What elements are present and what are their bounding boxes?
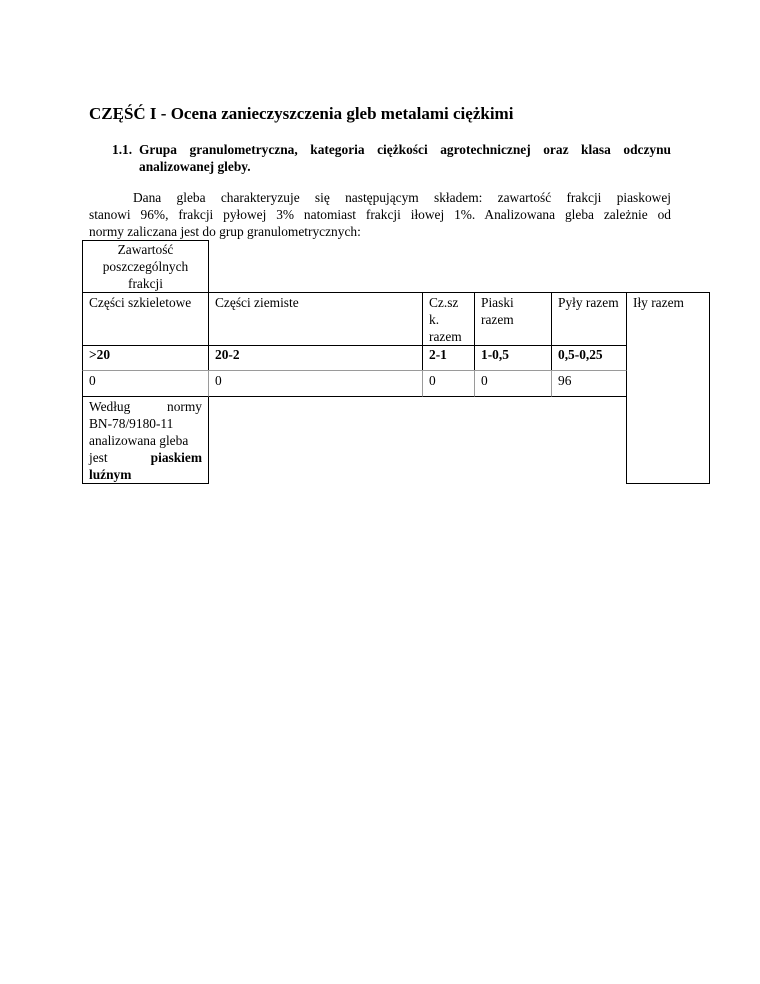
range-cell: 0,5-0,25 — [551, 346, 627, 370]
col-header-sand: Piaski razem — [474, 292, 552, 346]
range-cell: 2-1 — [422, 346, 475, 370]
section-heading-line2: analizowanej gleby. — [139, 159, 251, 174]
conclusion-line1: Według normy — [89, 399, 202, 414]
col-header-silt: Pyły razem — [551, 292, 627, 346]
paragraph-line3: normy zaliczana jest do grup granulometrycznych: — [89, 224, 361, 239]
value-cell: 0 — [422, 370, 475, 397]
page-title: CZĘŚĆ I - Ocena zanieczyszczenia gleb metalami ciężkimi — [89, 104, 514, 123]
header-content-cell: Zawartość poszczególnych frakcji — [82, 240, 209, 292]
value-cell: 96 — [551, 370, 627, 397]
conclusion-cell — [82, 397, 209, 484]
conclusion-line5: luźnym — [89, 467, 132, 482]
conclusion-line3: analizowana gleba — [89, 433, 189, 448]
section-heading-line1: 1.1. Grupa granulometryczna, kategoria ciężkości agrotechnicznej oraz klasa odczynu — [112, 142, 671, 157]
body-paragraph — [89, 189, 671, 240]
range-cell: 20-2 — [208, 346, 423, 370]
value-cell: 0 — [474, 370, 552, 397]
paragraph-line2: stanowi 96%, frakcji pyłowej 3% natomiast frakcji iłowej 1%. Analizowana gleba zależnie od — [89, 207, 671, 222]
value-cell: 0 — [82, 370, 209, 397]
col-header-clay: Iły razem — [626, 292, 710, 484]
range-cell: >20 — [82, 346, 209, 370]
section-number: 1.1. — [112, 142, 133, 157]
col-header-earthy: Części ziemiste — [208, 292, 423, 346]
col-header-czsz: Cz.sz k. razem — [422, 292, 475, 346]
col-header-skeletal: Części szkieletowe — [82, 292, 209, 346]
value-cell: 0 — [208, 370, 423, 397]
conclusion-line2: BN-78/9180-11 — [89, 416, 174, 431]
range-cell: 1-0,5 — [474, 346, 552, 370]
section-heading — [112, 141, 671, 175]
conclusion-line4: jest piaskiem — [89, 450, 202, 465]
paragraph-line1: Dana gleba charakteryzuje się następującym składem: zawartość frakcji piaskowej — [133, 190, 671, 205]
